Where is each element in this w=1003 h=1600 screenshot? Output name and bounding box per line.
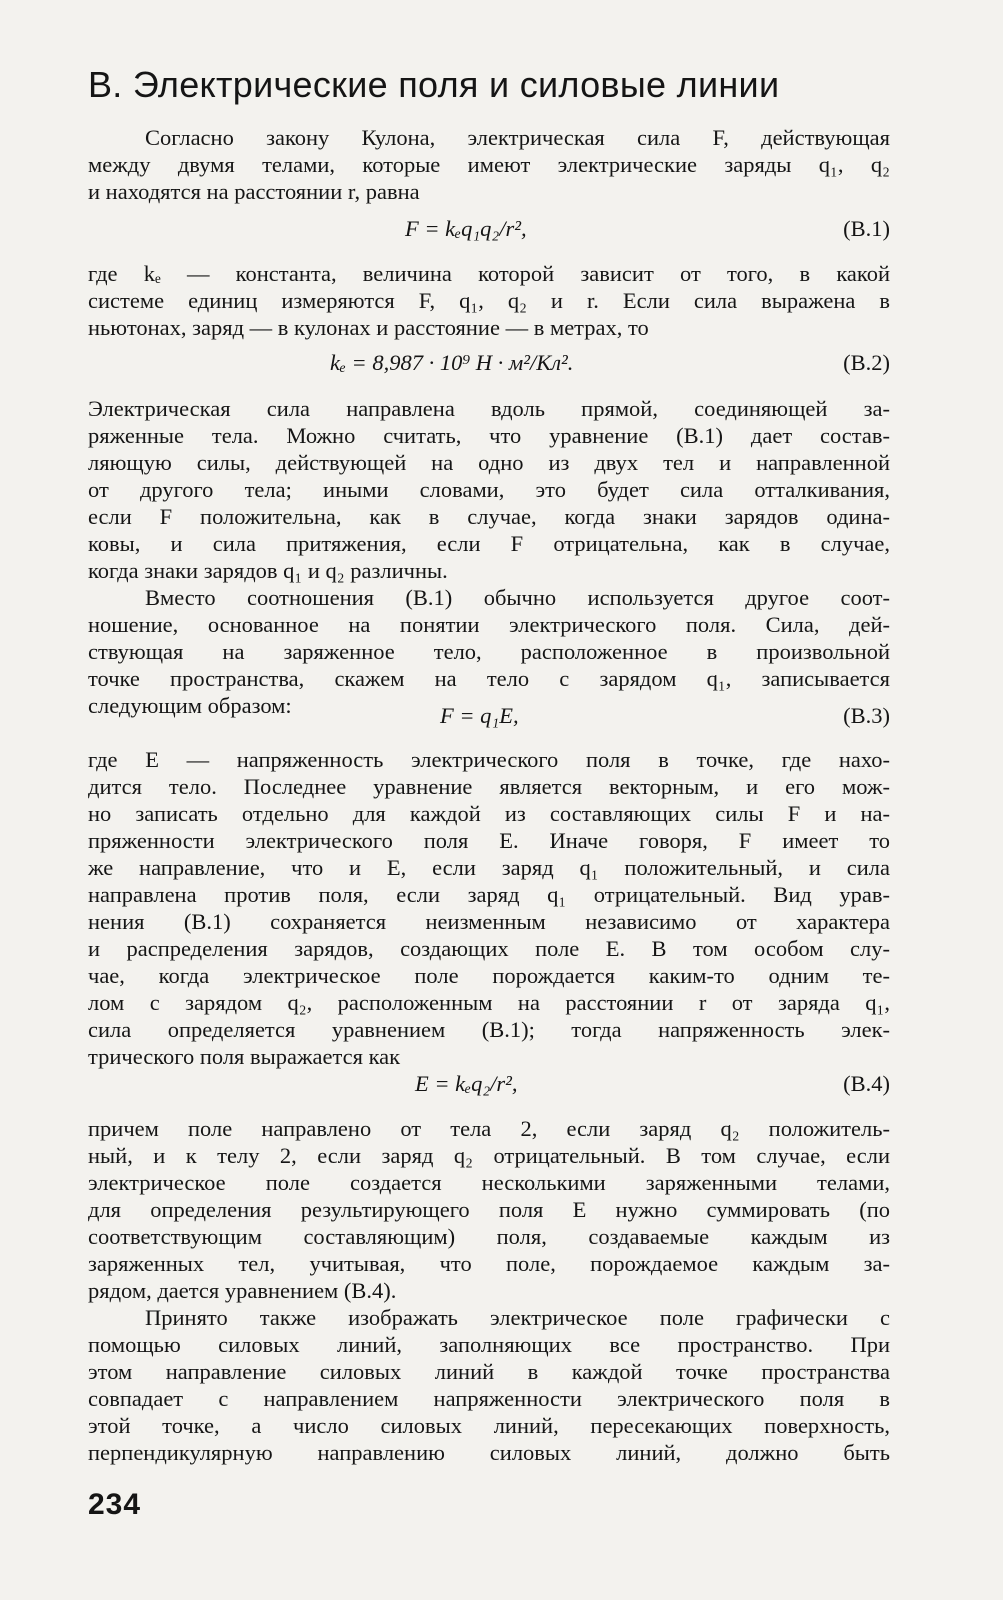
text-line: пряженности электрического поля E. Иначе говоря, F имеет то — [88, 828, 890, 853]
text-line: ношение, основанное на понятии электрического поля. Сила, дей- — [88, 612, 890, 637]
text-line: Электрическая сила направлена вдоль прямой, соединяющей за- — [88, 396, 890, 421]
text-line: перпендикулярную направлению силовых линий, должно быть — [88, 1440, 890, 1465]
text-line: трического поля выражается как — [88, 1044, 401, 1069]
text-line: но записать отдельно для каждой из составляющих силы F и на- — [88, 801, 890, 826]
text-line: заряженных тел, учитывая, что поле, порождаемое каждым за- — [88, 1251, 890, 1276]
text-line: электрическое поле создается несколькими заряженными телами, — [88, 1170, 890, 1195]
text-line: помощью силовых линий, заполняющих все пространство. При — [88, 1332, 890, 1357]
text-line: этом направление силовых линий в каждой точке пространства — [88, 1359, 890, 1384]
text-line: где E — напряженность электрического поля в точке, где нахо- — [88, 747, 890, 772]
text-line: для определения результирующего поля E нужно суммировать (по — [88, 1197, 890, 1222]
text-line: следующим образом: — [88, 693, 292, 718]
equation-number-b3: (В.3) — [843, 703, 890, 728]
text-line: Согласно закону Кулона, электрическая сила F, действующая — [145, 125, 890, 150]
text-line: причем поле направлено от тела 2, если заряд q₂ положитель- — [88, 1116, 890, 1141]
text-line: сила определяется уравнением (В.1); тогда напряженность элек- — [88, 1017, 890, 1042]
text-line: Принято также изображать электрическое поле графически с — [145, 1305, 890, 1330]
text-line: направлена против поля, если заряд q₁ отрицательный. Вид урав- — [88, 882, 890, 907]
section-title: В. Электрические поля и силовые линии — [88, 64, 780, 105]
equation-number-b1: (В.1) — [843, 216, 890, 241]
text-line: точке пространства, скажем на тело с зарядом q₁, записывается — [88, 666, 890, 691]
text-line: если F положительна, как в случае, когда знаки зарядов одина- — [88, 504, 890, 529]
text-line: системе единиц измеряются F, q₁, q₂ и r. Если сила выражена в — [88, 288, 890, 313]
text-line: чае, когда электрическое поле порождается каким-то одним те- — [88, 963, 890, 988]
text-line: совпадает с направлением напряженности электрического поля в — [88, 1386, 890, 1411]
text-line: рядом, дается уравнением (В.4). — [88, 1278, 397, 1303]
text-line: лом с зарядом q₂, расположенным на расстоянии r от заряда q₁, — [88, 990, 890, 1015]
equation-b4: E = kₑq₂/r², — [415, 1071, 518, 1096]
text-line: когда знаки зарядов q₁ и q₂ различны. — [88, 558, 448, 583]
text-line: ряженные тела. Можно считать, что уравнение (В.1) дает состав- — [88, 423, 890, 448]
equation-b2: kₑ = 8,987 · 10⁹ Н · м²/Кл². — [330, 350, 574, 375]
text-line: между двумя телами, которые имеют электрические заряды q₁, q₂ — [88, 152, 890, 177]
text-line: ляющую силы, действующей на одно из двух тел и направленной — [88, 450, 890, 475]
text-line: и находятся на расстоянии r, равна — [88, 179, 420, 204]
text-line: Вместо соотношения (В.1) обычно используется другое соот- — [145, 585, 890, 610]
page-number: 234 — [88, 1488, 142, 1521]
text-line: от другого тела; иными словами, это будет сила отталкивания, — [88, 477, 890, 502]
equation-b1: F = kₑq₁q₂/r², — [405, 216, 527, 241]
text-line: ный, и к телу 2, если заряд q₂ отрицательный. В том случае, если — [88, 1143, 890, 1168]
text-line: ствующая на заряженное тело, расположенное в произвольной — [88, 639, 890, 664]
equation-b3: F = q₁E, — [440, 703, 519, 728]
text-line: этой точке, а число силовых линий, пересекающих поверхность, — [88, 1413, 890, 1438]
equation-number-b4: (В.4) — [843, 1071, 890, 1096]
text-line: где kₑ — константа, величина которой зависит от того, в какой — [88, 261, 890, 286]
text-line: соответствующим составляющим) поля, создаваемые каждым из — [88, 1224, 890, 1249]
text-line: нения (В.1) сохраняется неизменным независимо от характера — [88, 909, 890, 934]
text-line: же направление, что и E, если заряд q₁ положительный, и сила — [88, 855, 890, 880]
equation-number-b2: (В.2) — [843, 350, 890, 375]
text-line: и распределения зарядов, создающих поле E. В том особом слу- — [88, 936, 890, 961]
text-line: ньютонах, заряд — в кулонах и расстояние — в метрах, то — [88, 315, 649, 340]
text-line: дится тело. Последнее уравнение является векторным, и его мож- — [88, 774, 890, 799]
text-line: ковы, и сила притяжения, если F отрицательна, как в случае, — [88, 531, 890, 556]
